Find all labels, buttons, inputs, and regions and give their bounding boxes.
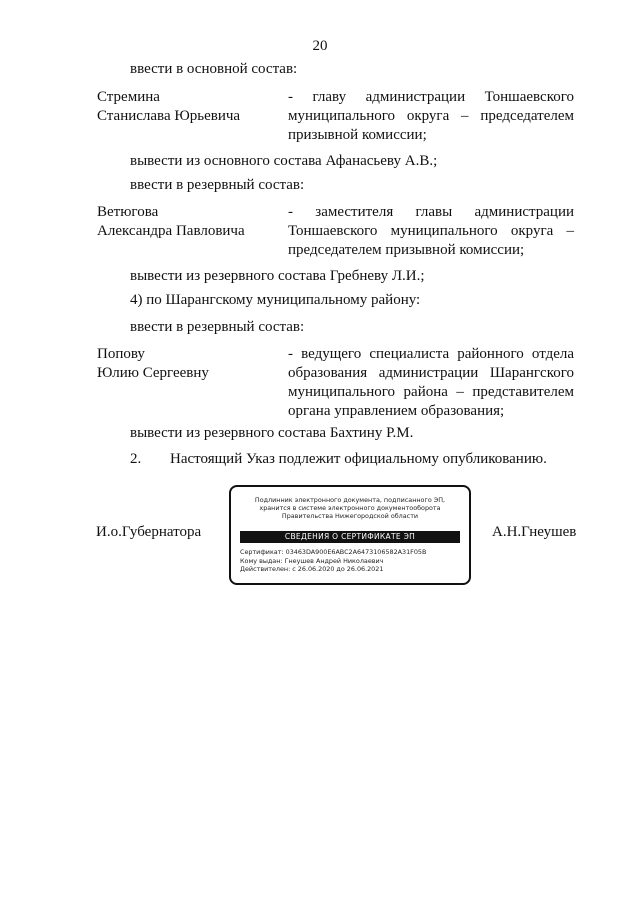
paragraph-exclude-reserve: вывести из резервного состава Гребневу Л.И.; <box>130 268 425 284</box>
paragraph-exclude-main: вывести из основного состава Афанасьеву А.В.; <box>130 153 438 169</box>
person-name-stremin <box>97 88 240 126</box>
stamp-certificate: Сертификат: 03463DA900E6ABC2A6473106582A31F05B <box>240 548 427 556</box>
name-line: Александра Павловича <box>97 223 245 239</box>
person-role-vetyugov <box>288 203 574 260</box>
role-line: призывной комиссии; <box>288 127 427 143</box>
stamp-certificate-info <box>240 548 463 574</box>
stamp-header-line: хранится в системе электронного документооборота <box>259 504 441 512</box>
role-line: председателем призывной комиссии; <box>288 242 525 258</box>
person-name-popova <box>97 345 209 383</box>
stamp-header-line: Правительства Нижегородской области <box>281 512 419 520</box>
person-role-stremin <box>288 88 574 145</box>
stamp-title-bar: СВЕДЕНИЯ О СЕРТИФИКАТЕ ЭП <box>240 531 460 543</box>
role-line: - главу администрации Тоншаевского <box>288 89 574 105</box>
name-line: Ветюгова <box>97 204 159 220</box>
role-line: образования администрации Шарангского <box>288 365 574 381</box>
name-line: Юлию Сергеевну <box>97 365 209 381</box>
person-role-popova <box>288 345 574 421</box>
digital-signature-stamp <box>229 485 471 585</box>
paragraph-include-main: ввести в основной состав: <box>130 61 298 77</box>
role-line: органа управлением образования; <box>288 403 505 419</box>
name-line: Стремина <box>97 89 160 105</box>
stamp-validity: Действителен: с 26.06.2020 до 26.06.2021 <box>240 565 384 573</box>
paragraph-district-sharanga: 4) по Шарангскому муниципальному району: <box>130 292 421 308</box>
item-number: 2. <box>130 451 142 467</box>
paragraph-exclude-reserve-2: вывести из резервного состава Бахтину Р.М. <box>130 425 414 441</box>
stamp-header <box>231 496 469 520</box>
name-line: Попову <box>97 346 145 362</box>
role-line: - заместителя главы администрации <box>288 204 574 220</box>
role-line: муниципального района – представителем <box>288 384 574 400</box>
paragraph-include-reserve: ввести в резервный состав: <box>130 177 305 193</box>
paragraph-include-reserve-2: ввести в резервный состав: <box>130 319 305 335</box>
role-line: - ведущего специалиста районного отдела <box>288 346 574 362</box>
page-number: 20 <box>312 38 328 54</box>
name-line: Станислава Юрьевича <box>97 108 241 124</box>
stamp-header-line: Подлинник электронного документа, подписанного ЭП, <box>254 496 446 504</box>
signer-name: А.Н.Гнеушев <box>492 524 577 540</box>
signer-title: И.о.Губернатора <box>96 524 202 540</box>
item-text: Настоящий Указ подлежит официальному опубликованию. <box>170 451 547 467</box>
role-line: муниципального округа – председателем <box>288 108 574 124</box>
stamp-issued-to: Кому выдан: Гнеушев Андрей Николаевич <box>240 556 384 565</box>
role-line: Тоншаевского муниципального округа – <box>288 223 574 239</box>
person-name-vetyugov <box>97 203 245 241</box>
